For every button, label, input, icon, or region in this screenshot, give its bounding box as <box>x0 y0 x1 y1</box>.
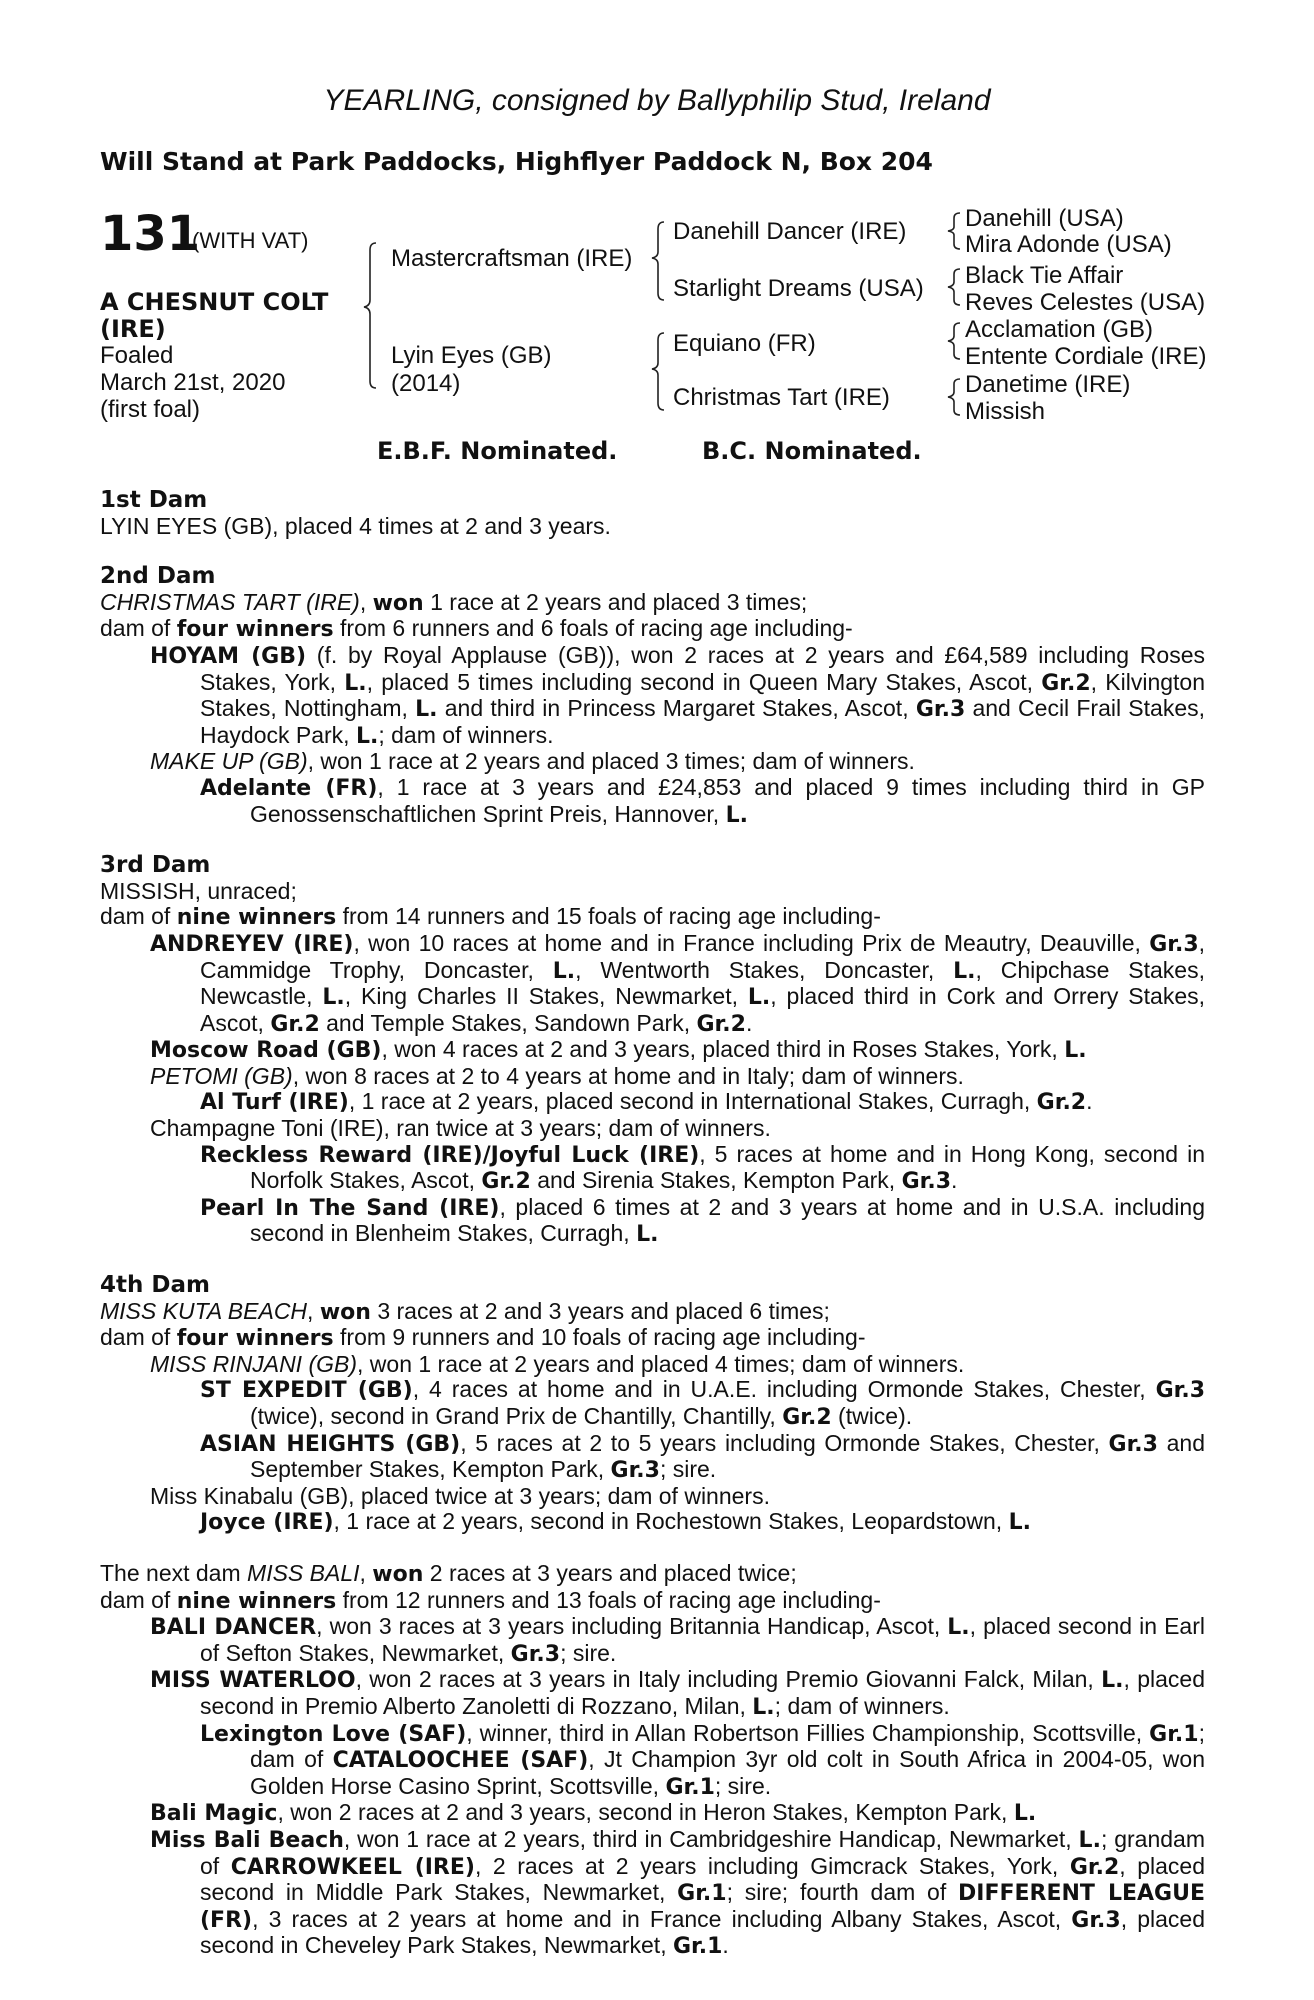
venue-line: Will Stand at Park Paddocks, Highflyer Paddock N, Box 204 <box>100 147 933 176</box>
entry-al-turf: Al Turf (IRE), 1 race at 2 years, placed second in International Stakes, Curragh, Gr.2. <box>200 1088 1093 1116</box>
sds-name: Black Tie Affair <box>965 262 1124 289</box>
third-dam-heading: 3rd Dam <box>100 852 211 879</box>
dds-name: Danetime (IRE) <box>965 371 1131 398</box>
colt-description: A CHESNUT COLT <box>100 288 329 316</box>
next-dam-intro: The next dam MISS BALI, won 2 races at 3 years and placed twice; <box>100 1559 797 1587</box>
entry-st-expedit: ST EXPEDIT (GB), 4 races at home and in U.A.E. including Ormonde Stakes, Chester, Gr.3 (twice), second in Grand Prix de Chantilly, Chantilly, Gr.2 (twice). <box>200 1376 1205 1430</box>
entry-joyce: Joyce (IRE), 1 race at 2 years, second in Rochestown Stakes, Leopardstown, L. <box>200 1508 1031 1536</box>
foal-note: (first foal) <box>100 396 201 423</box>
dam-dam: Christmas Tart (IRE) <box>673 384 890 411</box>
catalogue-body <box>100 488 1205 1960</box>
bc-nominated: B.C. Nominated. <box>702 437 922 465</box>
entry-lexington-love: Lexington Love (SAF), winner, third in Allan Robertson Fillies Championship, Scottsville, Gr.1; dam of CATALOOCHEE (SAF), Jt Champion 3yr old colt in South Africa in 2004-05, won Golden Horse Casino Sprint, Scottsville, Gr.1; sire. <box>200 1719 1205 1800</box>
second-dam-produce: dam of four winners from 6 runners and 6 foals of racing age including- <box>100 615 853 643</box>
first-dam-heading: 1st Dam <box>100 487 208 513</box>
dam-sire: Equiano (FR) <box>673 330 816 357</box>
fourth-dam-heading: 4th Dam <box>100 1272 210 1299</box>
entry-miss-rinjani: MISS RINJANI (GB), won 1 race at 2 years and placed 4 times; dam of winners. <box>150 1350 965 1377</box>
third-dam-intro: MISSISH, unraced; <box>100 877 297 904</box>
page-title: YEARLING, consigned by Ballyphilip Stud, Ireland <box>323 84 991 117</box>
fourth-dam-intro: MISS KUTA BEACH, won 3 races at 2 and 3 years and placed 6 times; <box>100 1297 830 1325</box>
entry-bali-dancer: BALI DANCER, won 3 races at 3 years including Britannia Handicap, Ascot, L., placed second in Earl of Sefton Stakes, Newmarket, Gr.3; sire. <box>150 1613 1205 1667</box>
vat-label: (WITH VAT) <box>192 228 309 253</box>
colt-country: (IRE) <box>100 315 166 343</box>
fourth-dam-produce: dam of four winners from 9 runners and 10 foals of racing age including- <box>100 1324 866 1352</box>
first-dam-text: LYIN EYES (GB), placed 4 times at 2 and 3 years. <box>100 512 611 539</box>
ebf-nominated: E.B.F. Nominated. <box>377 437 618 465</box>
sdd-name: Reves Celestes (USA) <box>965 289 1206 316</box>
entry-champagne-toni: Champagne Toni (IRE), ran twice at 3 years; dam of winners. <box>150 1115 771 1142</box>
dss-name: Acclamation (GB) <box>965 316 1154 343</box>
sire-name: Mastercraftsman (IRE) <box>391 245 633 272</box>
dam-year: (2014) <box>391 370 461 397</box>
foaled-label: Foaled <box>100 342 174 369</box>
sire-sire: Danehill Dancer (IRE) <box>673 218 907 245</box>
entry-miss-bali-beach: Miss Bali Beach, won 1 race at 2 years, third in Cambridgeshire Handicap, Newmarket, L.; grandam of CARROWKEEL (IRE), 2 races at 2 years including Gimcrack Stakes, York, Gr.2, placed second in Middle Park Stakes, Newmarket, Gr.1; sire; fourth dam of DIFFERENT LEAGUE (FR), 3 races at 2 years at home and in France including Albany Stakes, Ascot, Gr.3, placed second in Cheveley Park Stakes, Newmarket, Gr.1. <box>150 1825 1205 1960</box>
entry-adelante: Adelante (FR), 1 race at 3 years and £24,853 and placed 9 times including third in GP Genossenschaftlichen Sprint Preis, Hannover, L. <box>200 773 1205 828</box>
second-dam-heading: 2nd Dam <box>100 563 216 590</box>
sire-dam: Starlight Dreams (USA) <box>673 275 924 302</box>
entry-petomi: PETOMI (GB), won 8 races at 2 to 4 years at home and in Italy; dam of winners. <box>150 1062 964 1089</box>
ddd-name: Missish <box>965 398 1046 425</box>
dsd-name: Entente Cordiale (IRE) <box>965 343 1207 370</box>
entry-asian-heights: ASIAN HEIGHTS (GB), 5 races at 2 to 5 years including Ormonde Stakes, Chester, Gr.3 and September Stakes, Kempton Park, Gr.3; sire. <box>200 1429 1205 1484</box>
entry-andreyev: ANDREYEV (IRE), won 10 races at home and in France including Prix de Meautry, Deauville, Gr.3, Cammidge Trophy, Doncaster, L., Wentworth Stakes, Doncaster, L., Chipchase Stakes, Newcastle, L., King Charles II Stakes, Newmarket, L., placed third in Cork and Orrery Stakes, Ascot, Gr.2 and Temple Stakes, Sandown Park, Gr.2. <box>150 929 1206 1037</box>
entry-hoyam: HOYAM (GB) (f. by Royal Applause (GB)), won 2 races at 2 years and £64,589 including Roses Stakes, York, L., placed 5 times including second in Queen Mary Stakes, Ascot, Gr.2, Kilvington Stakes, Nottingham, L. and third in Princess Margaret Stakes, Ascot, Gr.3 and Cecil Frail Stakes, Haydock Park, L.; dam of winners. <box>150 641 1206 749</box>
foaled-date: March 21st, 2020 <box>100 369 286 396</box>
second-dam-intro: CHRISTMAS TART (IRE), won 1 race at 2 years and placed 3 times; <box>100 588 808 616</box>
entry-pearl-in-the-sand: Pearl In The Sand (IRE), placed 6 times at 2 and 3 years at home and in U.S.A. including second in Blenheim Stakes, Curragh, L. <box>200 1193 1205 1248</box>
lot-number: 131 <box>100 206 201 262</box>
entry-make-up: MAKE UP (GB), won 1 race at 2 years and placed 3 times; dam of winners. <box>150 748 915 775</box>
third-dam-produce: dam of nine winners from 14 runners and 15 foals of racing age including- <box>100 903 881 931</box>
entry-miss-kinabalu: Miss Kinabalu (GB), placed twice at 3 years; dam of winners. <box>150 1482 770 1509</box>
entry-moscow-road: Moscow Road (GB), won 4 races at 2 and 3 years, placed third in Roses Stakes, York, L. <box>150 1036 1087 1064</box>
entry-miss-waterloo: MISS WATERLOO, won 2 races at 3 years in Italy including Premio Giovanni Falck, Milan, L., placed second in Premio Alberto Zanoletti di Rozzano, Milan, L.; dam of winners. <box>150 1666 1205 1720</box>
ssd-name: Mira Adonde (USA) <box>965 231 1172 258</box>
entry-bali-magic: Bali Magic, won 2 races at 2 and 3 years, second in Heron Stakes, Kempton Park, L. <box>150 1799 1037 1827</box>
entry-reckless-reward: Reckless Reward (IRE)/Joyful Luck (IRE), 5 races at home and in Hong Kong, second in Norfolk Stakes, Ascot, Gr.2 and Sirenia Stakes, Kempton Park, Gr.3. <box>200 1140 1205 1195</box>
dam-name: Lyin Eyes (GB) <box>391 342 552 369</box>
next-dam-produce: dam of nine winners from 12 runners and 13 foals of racing age including- <box>100 1586 881 1614</box>
sss-name: Danehill (USA) <box>965 205 1124 232</box>
